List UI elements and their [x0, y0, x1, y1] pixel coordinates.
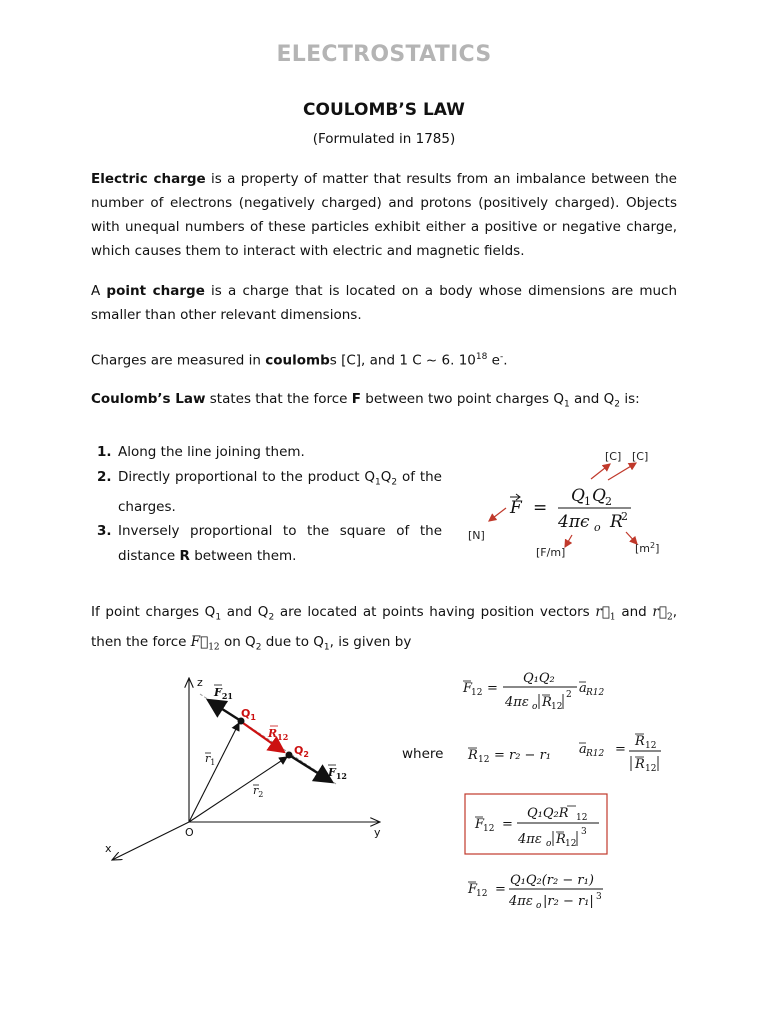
- svg-text:12: 12: [476, 889, 488, 899]
- arrow-to-m2: [626, 532, 637, 544]
- svg-text:o: o: [546, 839, 552, 849]
- denominator-eps-sub: o: [594, 521, 601, 534]
- paragraph-prefix: A: [91, 283, 107, 299]
- svg-text:R: R: [635, 757, 645, 772]
- numerator-q2-sub: 2: [605, 495, 612, 508]
- svg-text:Q₁Q₂R: Q₁Q₂R: [527, 806, 569, 821]
- text: and Q: [221, 604, 269, 620]
- paragraph-coulombs-law: [91, 387, 677, 417]
- svg-text:o: o: [536, 901, 542, 911]
- subscript: 2: [255, 642, 262, 653]
- equation-f12-boxed: [465, 794, 607, 854]
- text: , is given by: [329, 633, 412, 650]
- paragraph-prefix: Charges are measured in: [91, 352, 266, 369]
- list-number: 1.: [97, 444, 112, 460]
- unit-text: e: [487, 352, 500, 369]
- svg-text:12: 12: [478, 755, 490, 765]
- paragraph-text: is a property of matter that results from an imbalance between the number of electrons (negatively charged) and protons (positively charged). Objects with unequal numbers of these particles exhibit either a positive or negative charge, which causes them to interact with electric and magnetic fields.: [91, 171, 677, 259]
- coulomb-formula: [455, 440, 680, 568]
- svg-text:=: =: [494, 748, 505, 763]
- vector-f12: $F_{12}$: [190, 633, 220, 653]
- text: between two point charges Q: [360, 391, 564, 407]
- text: and Q: [569, 391, 615, 407]
- svg-text:12: 12: [471, 688, 483, 698]
- subscript: 1: [563, 399, 570, 410]
- equation-r12-definition: [467, 734, 661, 774]
- charge-diagram: [100, 670, 400, 870]
- numerator-q2: Q: [592, 486, 606, 506]
- svg-text:F: F: [463, 681, 473, 696]
- paragraph-point-charge: [91, 279, 677, 327]
- vector-r1: $r_1$: [595, 604, 616, 623]
- label-r1: $r_1$: [205, 752, 216, 767]
- subscript: 2: [268, 612, 275, 623]
- section-title: COULOMB’S LAW: [303, 100, 465, 120]
- label-y: y: [374, 826, 381, 839]
- svg-text:=: =: [487, 681, 498, 696]
- svg-text:12: 12: [576, 813, 588, 823]
- paragraph-text: is a charge that is located on a body whose dimensions are much smaller than other relevant dimensions.: [91, 283, 678, 323]
- text: is:: [620, 391, 640, 407]
- svg-text:=: =: [495, 882, 506, 897]
- unit-farad-per-meter: [F/m]: [536, 546, 566, 559]
- numerator-q1-sub: 1: [584, 495, 591, 508]
- denominator-r: R: [610, 512, 623, 532]
- arrow-to-farad: [565, 535, 572, 547]
- svg-text:F: F: [468, 882, 478, 897]
- text: are located at points having position vectors: [274, 604, 596, 620]
- svg-text:12: 12: [645, 741, 657, 751]
- svg-text:12: 12: [483, 824, 495, 834]
- paragraph-end: .: [503, 352, 508, 369]
- label-x: x: [105, 842, 112, 855]
- unit-coulomb-1: [C]: [605, 450, 622, 463]
- denominator-4pi-eps: 4πϵ: [558, 512, 590, 532]
- svg-text:R12: R12: [586, 749, 605, 759]
- label-q1: $Q_1$: [241, 707, 256, 722]
- list-text: Directly proportional to the product Q: [118, 468, 376, 485]
- list-item: [97, 519, 442, 568]
- svg-text:o: o: [532, 702, 538, 712]
- force-symbol: F: [510, 498, 522, 518]
- svg-text:R: R: [635, 734, 645, 749]
- list-item: [97, 465, 442, 520]
- vector-r2: $r_2$: [652, 604, 673, 623]
- svg-text:R: R: [556, 832, 566, 847]
- exponent: 18: [475, 352, 488, 362]
- law-properties-list: [97, 440, 442, 568]
- svg-text:=: =: [615, 742, 626, 757]
- svg-text:4πε: 4πε: [518, 832, 542, 847]
- svg-text:R: R: [542, 695, 552, 710]
- distance-symbol: R: [179, 547, 190, 564]
- svg-text:|r₂ − r₁|: |r₂ − r₁|: [543, 894, 594, 909]
- svg-text:r₂ − r₁: r₂ − r₁: [509, 748, 552, 763]
- list-item: [97, 440, 442, 465]
- label-r12: $R_{12}$: [268, 727, 289, 742]
- svg-text:Q₁Q₂(r₂ − r₁): Q₁Q₂(r₂ − r₁): [510, 873, 594, 888]
- svg-text:3: 3: [596, 892, 602, 902]
- subscript: 2: [614, 399, 621, 410]
- denominator-r-exp: 2: [621, 510, 628, 523]
- svg-text:12: 12: [645, 764, 657, 774]
- arrow-to-newton: [489, 508, 506, 521]
- text: and: [615, 604, 653, 620]
- force-equations: [455, 662, 670, 912]
- label-origin: O: [185, 826, 194, 839]
- svg-text:4πε: 4πε: [505, 695, 529, 710]
- list-text: Q: [380, 468, 392, 485]
- subscript: 1: [323, 642, 330, 653]
- svg-text:2: 2: [566, 690, 572, 700]
- paragraph-electric-charge: [91, 167, 677, 263]
- numerator-q1: Q: [571, 486, 585, 506]
- label-f21: $F_{21}$: [214, 686, 233, 701]
- subscript: 1: [375, 477, 381, 488]
- term-coulomb: coulomb: [265, 352, 330, 369]
- text: states that the force: [205, 391, 352, 407]
- equation-f12-position: [467, 873, 603, 911]
- equals-sign: =: [533, 498, 548, 518]
- arrow-to-coulomb-2: [608, 463, 636, 480]
- arrow-to-coulomb-1: [591, 464, 610, 479]
- list-number: 2.: [97, 468, 112, 485]
- subscript: 1: [215, 612, 222, 623]
- svg-text:12: 12: [551, 702, 563, 712]
- where-label: where: [402, 746, 444, 762]
- list-number: 3.: [97, 523, 112, 540]
- term-coulombs-law: Coulomb’s Law: [91, 391, 206, 407]
- unit-superscript: -: [499, 352, 504, 362]
- unit-coulomb-2: [C]: [632, 450, 649, 463]
- unit-newton: [N]: [468, 529, 485, 542]
- force-f12-arrow: [289, 755, 332, 782]
- list-text: Along the line joining them.: [118, 444, 305, 460]
- list-text: of the charges.: [118, 468, 442, 515]
- svg-text:R: R: [468, 748, 478, 763]
- list-text: between them.: [189, 547, 297, 564]
- force-symbol: F: [351, 391, 361, 407]
- svg-text:a: a: [579, 681, 587, 696]
- text: due to Q: [261, 633, 324, 650]
- svg-text:R12: R12: [586, 688, 605, 698]
- equation-f12-unit-vector: [462, 671, 605, 712]
- paragraph-text: s [C], and 1 C ~ 6. 10: [329, 352, 476, 369]
- list-text: Inversely proportional to the square of the distance: [118, 523, 442, 564]
- document-header: ELECTROSTATICS: [276, 42, 492, 67]
- paragraph-position-vectors: [91, 600, 677, 659]
- label-q2: $Q_2$: [294, 744, 309, 759]
- vector-r1-arrow: [189, 723, 239, 822]
- svg-text:=: =: [502, 817, 513, 832]
- paragraph-coulomb-unit: [91, 345, 677, 373]
- text: , then the force: [91, 604, 678, 650]
- text: on Q: [219, 633, 256, 650]
- charge-q2-point: [286, 752, 293, 759]
- svg-text:Q₁Q₂: Q₁Q₂: [523, 671, 555, 686]
- vector-r2-arrow: [189, 757, 287, 822]
- text: If point charges Q: [91, 604, 216, 620]
- svg-text:a: a: [579, 742, 587, 757]
- subscript: 2: [391, 477, 398, 488]
- term-electric-charge: Electric charge: [91, 171, 206, 187]
- svg-text:12: 12: [565, 839, 577, 849]
- label-r2: $r_2$: [253, 784, 264, 799]
- section-subtitle: (Formulated in 1785): [312, 131, 456, 147]
- label-f12: $F_{12}$: [328, 766, 347, 781]
- force-f21-arrow: [208, 700, 241, 721]
- term-point-charge: point charge: [106, 283, 205, 299]
- x-axis: [112, 822, 189, 860]
- unit-square-meter: $[m^2]$: [635, 541, 660, 555]
- svg-text:F: F: [475, 817, 485, 832]
- svg-text:3: 3: [581, 827, 587, 837]
- label-z: z: [197, 676, 203, 689]
- svg-text:4πε: 4πε: [509, 894, 533, 909]
